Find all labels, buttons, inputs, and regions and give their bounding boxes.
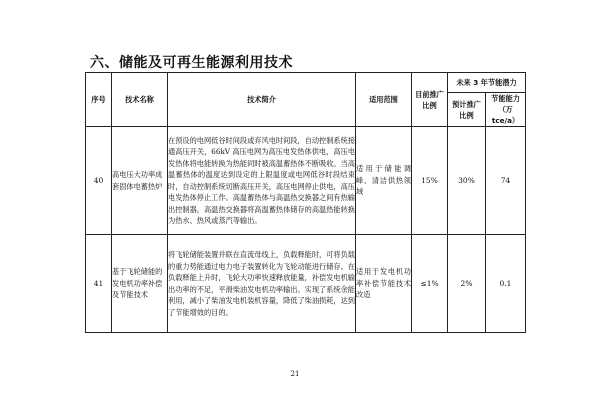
row-tech-name: 高电压大功率成套固体电蓄热炉 bbox=[112, 127, 168, 235]
row-scope: 适用于发电机功率补偿节能技术改造 bbox=[356, 235, 412, 333]
page-number: 21 bbox=[290, 370, 300, 378]
row-tech-intro: 将飞轮储能装置并联在直流母线上，负载释能时，可将负载的重力势能通过电力电子装置转化为飞轮动能进行储存。在负载释能上升时，飞轮大功率快速释放能量，补偿发电机输出功率的不足，平滑柴油发电机功率输出。实现了系统余能利用，减小了柴油发电机装机容量，降低了柴油损耗，达到了节能增效的目的。 bbox=[168, 235, 356, 333]
header-seq: 序号 bbox=[86, 73, 112, 127]
row-scope: 适用于储能调峰、清洁供热领域 bbox=[356, 127, 412, 235]
header-future-ratio: 预计推广比例 bbox=[448, 93, 486, 127]
table-row bbox=[86, 235, 526, 333]
row-saving: 0.1 bbox=[486, 235, 526, 333]
row-future-ratio: 30% bbox=[448, 127, 486, 235]
row-tech-intro: 在预设的电网低谷时间段或弃风电时间段，自动控制系统接通高压开关，66kV 高压电网为高压电发热体供电，高压电发热体将电能转换为热能同时被高温蓄热体不断吸收。当高温蓄热体的温度达到设定的上限温度或电网低谷时段结束时，自动控制系统切断高压开关，高压电网停止供电，高压电发热体停止工作。高温蓄热体与高温热交换器之间有热输出控制器，高温热交换器将高温蓄热体储存的高温热能转换为热水、热风或蒸汽等输出。 bbox=[168, 127, 356, 235]
header-scope: 适用范围 bbox=[356, 73, 412, 127]
row-seq: 40 bbox=[86, 127, 112, 235]
header-saving: 节能能力（万 tce/a） bbox=[486, 93, 526, 127]
header-intro: 技术简介 bbox=[168, 73, 356, 127]
header-future-group: 未来 3 年节能潜力 bbox=[448, 73, 526, 93]
technology-table bbox=[85, 72, 526, 333]
header-name: 技术名称 bbox=[112, 73, 168, 127]
row-tech-name: 基于飞轮储能的发电机功率补偿及节能技术 bbox=[112, 235, 168, 333]
row-current-ratio: ≤1% bbox=[412, 235, 448, 333]
row-future-ratio: 2% bbox=[448, 235, 486, 333]
row-saving: 74 bbox=[486, 127, 526, 235]
section-title: 六、储能及可再生能源利用技术 bbox=[90, 55, 293, 71]
row-seq: 41 bbox=[86, 235, 112, 333]
header-current-ratio: 目前推广比例 bbox=[412, 73, 448, 127]
table-row bbox=[86, 127, 526, 235]
row-current-ratio: 15% bbox=[412, 127, 448, 235]
